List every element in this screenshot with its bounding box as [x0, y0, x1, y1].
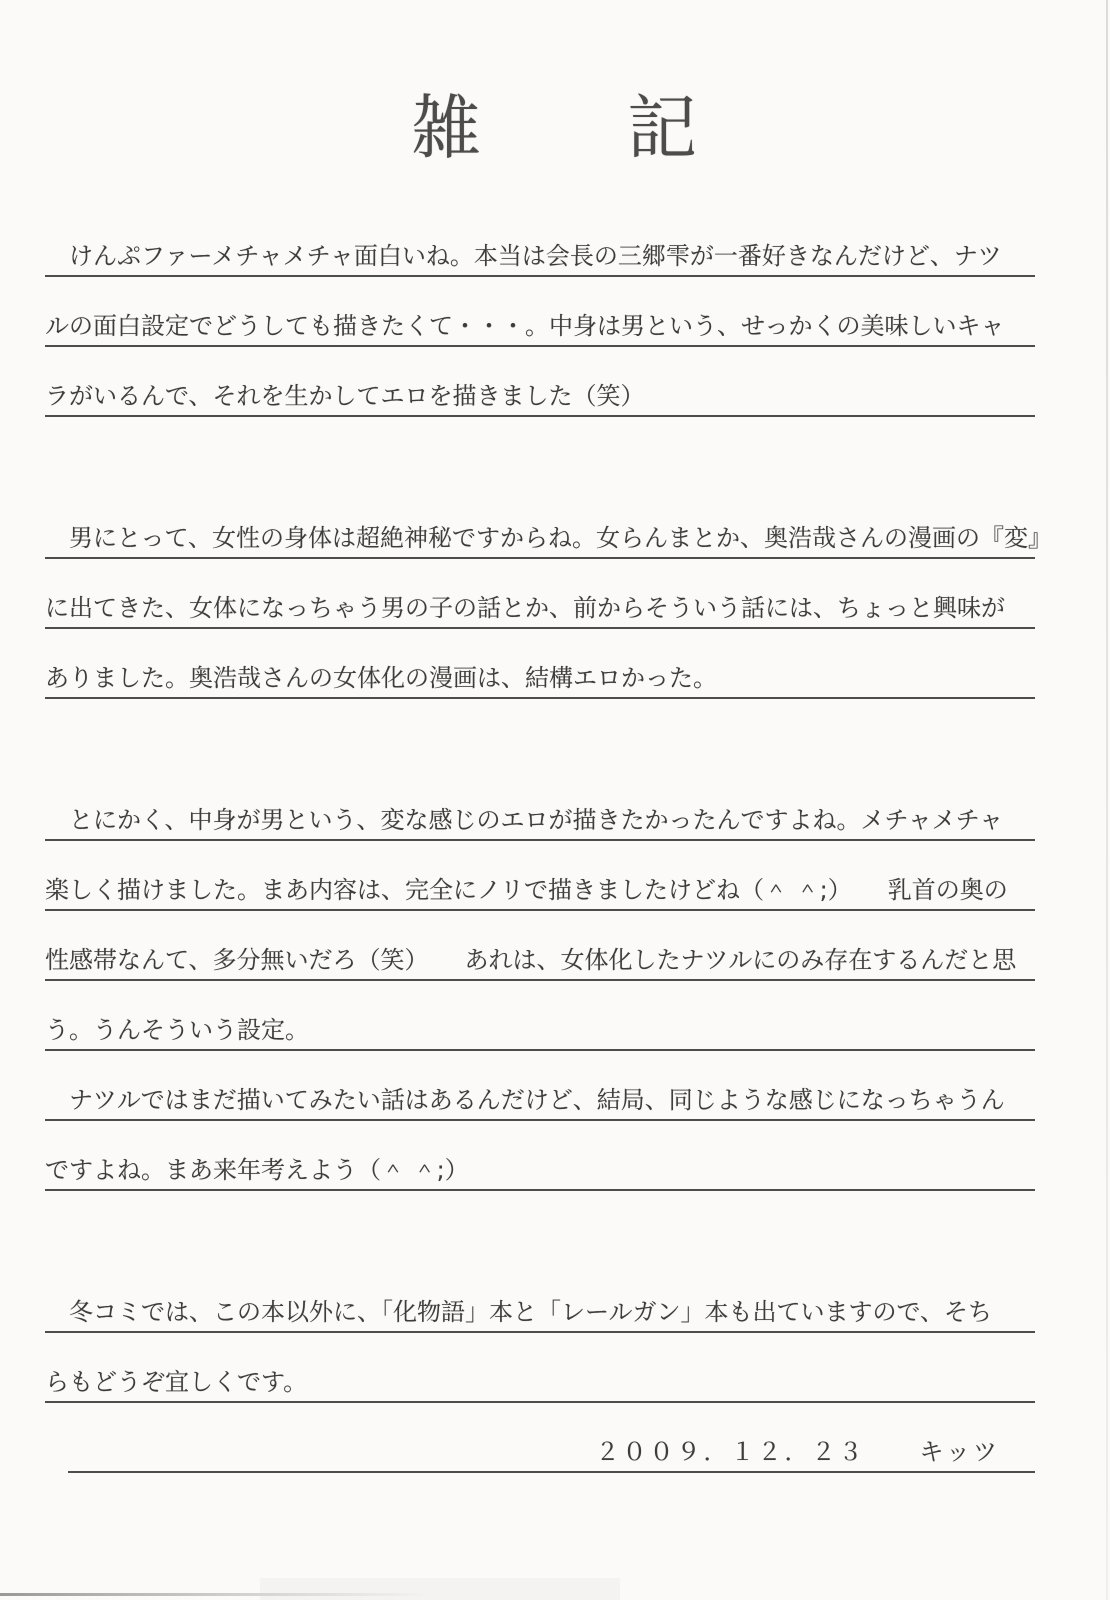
date-signature — [45, 1403, 1035, 1473]
text-line: ラがいるんで、それを生かしてエロを描きました（笑） — [45, 347, 1035, 417]
text-line: う。うんそういう設定。 — [45, 981, 1035, 1051]
text-line: 冬コミでは、この本以外に、「化物語」本と「レールガン」本も出ていますので、そち — [45, 1263, 1035, 1333]
text-line: 性感帯なんて、多分無いだろ（笑） あれは、女体化したナツルにのみ存在するんだと思 — [45, 911, 1035, 981]
paragraph-drawing-notes — [45, 771, 1035, 1051]
scan-artifact-right-edge — [1106, 0, 1108, 1600]
scan-smudge — [260, 1578, 620, 1600]
text-line: ルの面白設定でどうしても描きたくて・・・。中身は男という、せっかくの美味しいキャ — [45, 277, 1035, 347]
text-line: けんぷファーメチャメチャ面白いね。本当は会長の三郷雫が一番好きなんだけど、ナツ — [45, 207, 1035, 277]
page-title: 雑 記 — [411, 87, 699, 169]
text-line: ですよね。まあ来年考えよう（＾ ＾;） — [45, 1121, 1035, 1191]
paragraph-kaempfer-intro — [45, 207, 1035, 417]
text-line: ありました。奥浩哉さんの女体化の漫画は、結構エロかった。 — [45, 629, 1035, 699]
scan-artifact-bottom-edge — [0, 1593, 430, 1596]
paragraph-future-plans — [45, 1051, 1035, 1191]
text-line: 男にとって、女性の身体は超絶神秘ですからね。女らんまとか、奥浩哉さんの漫画の『変』 — [45, 489, 1035, 559]
document-body — [45, 207, 1053, 1473]
text-line: とにかく、中身が男という、変な感じのエロが描きたかったんですよね。メチャメチャ — [45, 771, 1035, 841]
text-line: らもどうぞ宜しくです。 — [45, 1333, 1035, 1403]
paragraph-fuyucomi-promo — [45, 1263, 1035, 1403]
text-line: に出てきた、女体になっちゃう男の子の話とか、前からそういう話には、ちょっと興味が — [45, 559, 1035, 629]
text-line: ナツルではまだ描いてみたい話はあるんだけど、結局、同じような感じになっちゃうん — [45, 1051, 1035, 1121]
text-line: 楽しく描けました。まあ内容は、完全にノリで描きましたけどね（＾ ＾;） 乳首の奥の — [45, 841, 1035, 911]
paragraph-nyotaika-interest — [45, 489, 1053, 699]
date-line: ２００９．１２．２３ キッツ — [68, 1403, 1035, 1473]
